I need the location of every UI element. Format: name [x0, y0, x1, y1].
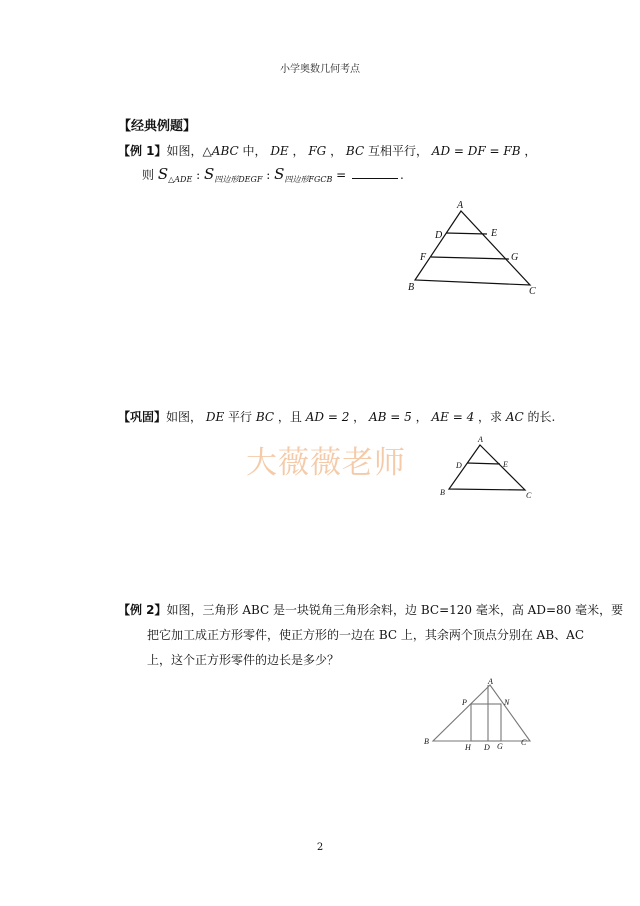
- page-header: 小学奥数几何考点: [280, 64, 360, 75]
- example-2-tag: 【例 2】: [118, 603, 167, 617]
- label-c: C: [521, 738, 527, 747]
- area-symbol: S: [274, 165, 285, 183]
- label-p: P: [462, 698, 467, 707]
- label-e: E: [503, 460, 508, 469]
- area-subscript-fgcb: 四边形FGCB: [284, 175, 333, 184]
- label-e: E: [491, 228, 498, 239]
- consolidation-ae: AE = 4: [431, 410, 475, 424]
- ex1-abc: ABC: [211, 144, 239, 158]
- ex1-text: 如图，: [166, 144, 203, 158]
- consolidation-text: 如图，: [166, 410, 206, 424]
- consolidation-ad: AD = 2: [305, 410, 350, 424]
- label-b: B: [408, 282, 415, 293]
- watermark: 大薇薇老师: [246, 445, 406, 481]
- page-number: 2: [316, 842, 324, 853]
- ex1-fg: FG: [308, 144, 327, 158]
- label-b: B: [424, 737, 429, 746]
- label-c: C: [529, 286, 536, 297]
- consolidation-sep: ，: [349, 410, 369, 424]
- consolidation-ac: AC: [505, 410, 524, 424]
- example-2-line-3: 上，这个正方形零件的边长是多少？: [147, 653, 340, 667]
- consolidation-text: ，求: [474, 410, 506, 424]
- ex1-text: .: [400, 168, 404, 182]
- area-subscript-ade: △ADE: [168, 175, 193, 184]
- ex1-sep: ，: [326, 144, 346, 158]
- consolidation-ab: AB = 5: [369, 410, 412, 424]
- label-a: A: [457, 200, 464, 211]
- example-2-text: 如图，三角形 ABC 是一块锐角三角形余料，边 BC=120 毫米，高 AD=80 毫米，要: [166, 603, 624, 617]
- label-d: D: [435, 230, 443, 241]
- area-symbol: S: [157, 165, 169, 183]
- ex1-de: DE: [270, 144, 289, 158]
- consolidation-sep: ，: [411, 410, 432, 424]
- example-2-line-2: 把它加工成正方形零件，使正方形的一边在 BC 上，其余两个顶点分别在 AB、AC: [147, 628, 585, 642]
- label-n: N: [504, 698, 510, 707]
- example-1-tag: 【例 1】: [118, 144, 167, 158]
- label-d: D: [484, 743, 490, 752]
- label-h: H: [465, 743, 471, 752]
- ratio-colon: :: [192, 168, 204, 182]
- label-g: G: [497, 742, 503, 751]
- label-a: A: [488, 677, 493, 686]
- ex1-text: 互相平行，: [364, 144, 432, 158]
- label-g: G: [511, 252, 519, 263]
- label-c: C: [526, 491, 532, 500]
- consolidation-bc: BC: [255, 410, 275, 424]
- area-symbol: S: [203, 165, 215, 183]
- area-subscript-degf: 四边形DEGF: [214, 175, 263, 184]
- ratio-colon: :: [262, 168, 275, 182]
- ex1-sep: ，: [288, 144, 309, 158]
- consolidation-text: ，且: [274, 410, 306, 424]
- label-f: F: [420, 252, 427, 263]
- square-phgn: [471, 704, 501, 741]
- ex1-text: 则: [142, 168, 158, 182]
- triangle-symbol: △: [202, 144, 212, 158]
- label-a: A: [478, 435, 483, 444]
- equals-sign: =: [332, 168, 351, 182]
- consolidation-de: DE: [205, 410, 225, 424]
- ex1-bc: BC: [345, 144, 365, 158]
- ex1-equation: AD = DF = FB: [431, 144, 521, 158]
- ex1-text: 中，: [238, 144, 271, 158]
- section-title: 【经典例题】: [118, 119, 197, 134]
- ex1-text: ，: [520, 144, 537, 158]
- consolidation-text: 的长.: [523, 410, 556, 424]
- label-d: D: [456, 461, 462, 470]
- consolidation-text: 平行: [224, 410, 256, 424]
- label-b: B: [440, 488, 445, 497]
- consolidation-tag: 【巩固】: [118, 410, 167, 424]
- triangle-abc-gray: [433, 685, 530, 741]
